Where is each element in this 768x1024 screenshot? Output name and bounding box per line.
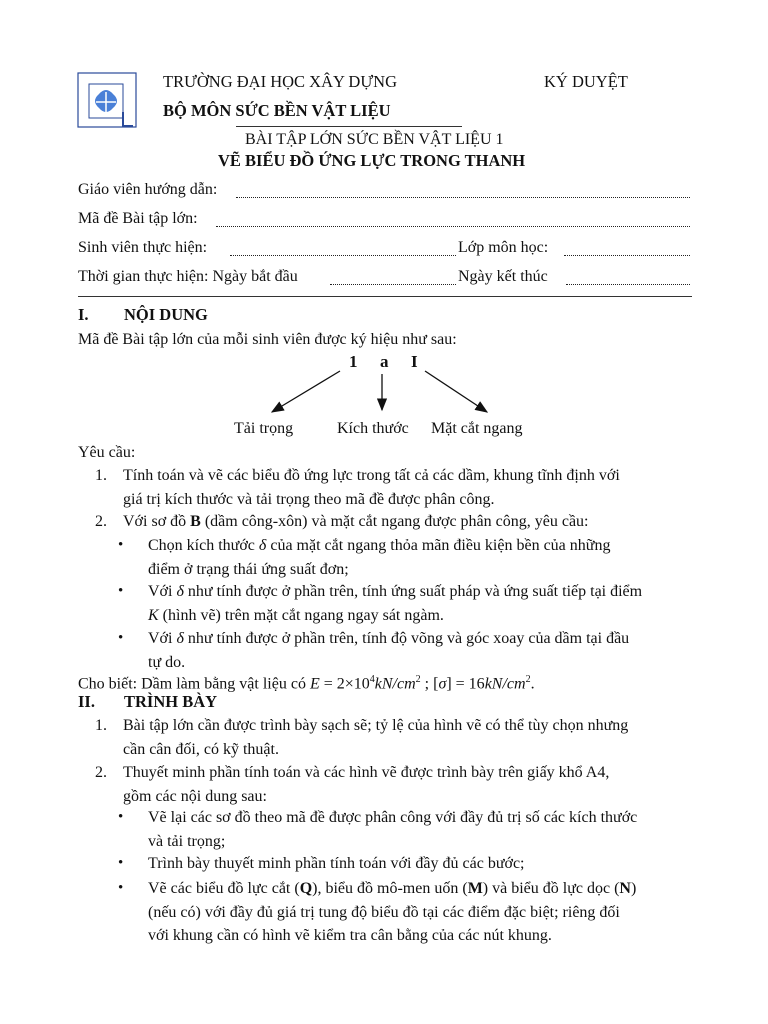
- text-run: Với: [148, 630, 177, 647]
- text-run: Vẽ các biểu đồ lực cắt (: [148, 880, 300, 897]
- item-text-line: Tính toán và vẽ các biểu đồ ứng lực trong tất cả các dầm, khung tĩnh định với: [123, 467, 620, 484]
- item-number: 2.: [95, 513, 107, 530]
- approval-label: KÝ DUYỆT: [544, 72, 628, 91]
- bullet-text-line: [148, 627, 692, 651]
- shear-symbol: Q: [299, 880, 313, 897]
- text-run: Với: [148, 583, 177, 600]
- item-number: 2.: [95, 764, 107, 781]
- presentation-bullet-3: [118, 877, 692, 948]
- delta-symbol: δ: [176, 630, 184, 647]
- section-2-title: TRÌNH BÀY: [124, 692, 218, 711]
- assignment-subtitle: VẼ BIỂU ĐỒ ỨNG LỰC TRONG THANH: [218, 151, 526, 170]
- item-text-line: [123, 510, 693, 534]
- text-run: .: [530, 675, 535, 693]
- bullet-text-line: với khung cần có hình vẽ kiểm tra cân bằng của các nút khung.: [148, 927, 552, 944]
- item-text-line: Bài tập lớn cần được trình bày sạch sẽ; tỷ lệ của hình vẽ có thể tùy chọn nhưng: [123, 717, 629, 734]
- requirement-item-2: [95, 510, 693, 534]
- code-part-size: a: [380, 352, 389, 371]
- code-label-size: Kích thước: [337, 420, 409, 437]
- text-run: ): [630, 880, 637, 897]
- requirement-item-1: [95, 464, 693, 511]
- end-date-label: Ngày kết thúc: [458, 268, 548, 285]
- bullet-text-line: Vẽ lại các sơ đồ theo mã đề được phân công với đầy đủ trị số các kích thước: [148, 809, 638, 826]
- student-label: Sinh viên thực hiện:: [78, 239, 208, 256]
- bullet: •: [118, 630, 124, 646]
- instructor-label: Giáo viên hướng dẫn:: [78, 181, 218, 198]
- exponent: 4: [369, 674, 375, 685]
- scheme-label: B: [190, 513, 201, 530]
- item-text-line: giá trị kích thước và tải trọng theo mã đề được phân công.: [123, 490, 495, 508]
- arrow-to-section: [425, 371, 487, 412]
- bullet-text-line: tự do.: [148, 653, 186, 671]
- bullet: •: [118, 583, 124, 599]
- moment-symbol: M: [467, 880, 483, 897]
- bullet: •: [118, 880, 124, 896]
- item-text-line: cần cân đối, có kỹ thuật.: [123, 740, 279, 758]
- code-label-load: Tải trọng: [234, 420, 294, 437]
- requirements-label: Yêu cầu:: [78, 444, 136, 461]
- item-number: 1.: [95, 467, 107, 484]
- delta-symbol: δ: [258, 537, 267, 554]
- assignment-title: BÀI TẬP LỚN SỨC BỀN VẬT LIỆU 1: [245, 131, 504, 148]
- code-label: Mã đề Bài tập lớn:: [78, 210, 198, 227]
- code-label-section: Mặt cắt ngang: [431, 420, 523, 437]
- text-run: Với sơ đồ: [123, 513, 191, 530]
- class-label: Lớp môn học:: [458, 239, 549, 256]
- unit: kN/cm: [484, 675, 526, 693]
- bullet: •: [118, 537, 124, 553]
- presentation-item-2: [95, 761, 693, 808]
- bullet-text-line: và tải trọng;: [148, 832, 226, 850]
- requirement-bullet-2: [118, 580, 692, 627]
- start-date-label: Thời gian thực hiện: Ngày bắt đầu: [78, 268, 298, 285]
- bullet-text-line: [148, 534, 692, 558]
- exponent: 2: [415, 674, 421, 685]
- bullet-text-line: điểm ở trạng thái ứng suất đơn;: [148, 560, 349, 578]
- bullet: •: [118, 809, 124, 825]
- sigma-symbol: σ: [438, 675, 447, 693]
- item-text-line: Thuyết minh phần tính toán và các hình vẽ được trình bày trên giấy khổ A4,: [123, 764, 610, 781]
- department-name: BỘ MÔN SỨC BỀN VẬT LIỆU: [163, 101, 391, 120]
- axial-symbol: N: [619, 880, 631, 897]
- section-2-heading: [78, 692, 217, 712]
- unit: kN/cm: [374, 675, 416, 693]
- bullet-text-line: Trình bày thuyết minh phần tính toán với đầy đủ các bước;: [148, 855, 525, 872]
- text-run: = 2×10: [319, 675, 370, 693]
- bullet-text-line: (nếu có) với đầy đủ giá trị tung độ biểu đồ tại các điểm đặc biệt; riêng đối: [148, 903, 620, 921]
- arrow-to-load: [272, 371, 340, 412]
- presentation-item-1: [95, 714, 693, 761]
- exponent: 2: [525, 674, 531, 685]
- text-run: (dầm công-xôn) và mặt cắt ngang được phân công, yêu cầu:: [200, 513, 589, 530]
- text-run: ) và biểu đồ lực dọc (: [482, 880, 620, 897]
- code-part-section: I: [411, 352, 418, 371]
- text-run: Cho biết: Dầm làm bằng vật liệu có: [78, 675, 310, 693]
- text-run: như tính được ở phần trên, tính ứng suất pháp và ứng suất tiếp tại điểm: [183, 583, 643, 600]
- text-run: ] = 16: [446, 675, 485, 693]
- delta-symbol: δ: [176, 583, 184, 600]
- code-part-load: 1: [349, 352, 358, 371]
- text-run: ), biểu đồ mô-men uốn (: [312, 880, 468, 897]
- text-run: Chọn kích thước: [148, 537, 259, 554]
- point-k: K: [148, 606, 159, 624]
- section-1-number: I.: [78, 305, 89, 324]
- requirement-bullet-3: [118, 627, 692, 674]
- text-run: (hình vẽ) trên mặt cắt ngang ngay sát ngàm.: [158, 606, 444, 624]
- text-run: của mặt cắt ngang thỏa mãn điều kiện bền của những: [266, 537, 611, 554]
- item-number: 1.: [95, 717, 107, 734]
- requirement-bullet-1: [118, 534, 692, 581]
- text-run: ; [: [420, 675, 439, 693]
- bullet-text-line: [148, 604, 692, 628]
- section-2-number: II.: [78, 692, 95, 711]
- presentation-bullet-1: [118, 806, 692, 853]
- section-1-intro: Mã đề Bài tập lớn của mỗi sinh viên được ký hiệu như sau:: [78, 331, 457, 348]
- item-text-line: gồm các nội dung sau:: [123, 787, 267, 805]
- text-run: như tính được ở phần trên, tính độ võng và góc xoay của dầm tại đầu: [183, 630, 630, 647]
- section-1-title: NỘI DUNG: [124, 305, 208, 324]
- presentation-bullet-2: [118, 852, 692, 876]
- bullet-text-line: [148, 580, 692, 604]
- school-name: TRƯỜNG ĐẠI HỌC XÂY DỰNG: [163, 72, 397, 91]
- bullet: •: [118, 855, 124, 871]
- bullet-text-line: [148, 877, 692, 901]
- modulus-symbol: E: [309, 675, 320, 693]
